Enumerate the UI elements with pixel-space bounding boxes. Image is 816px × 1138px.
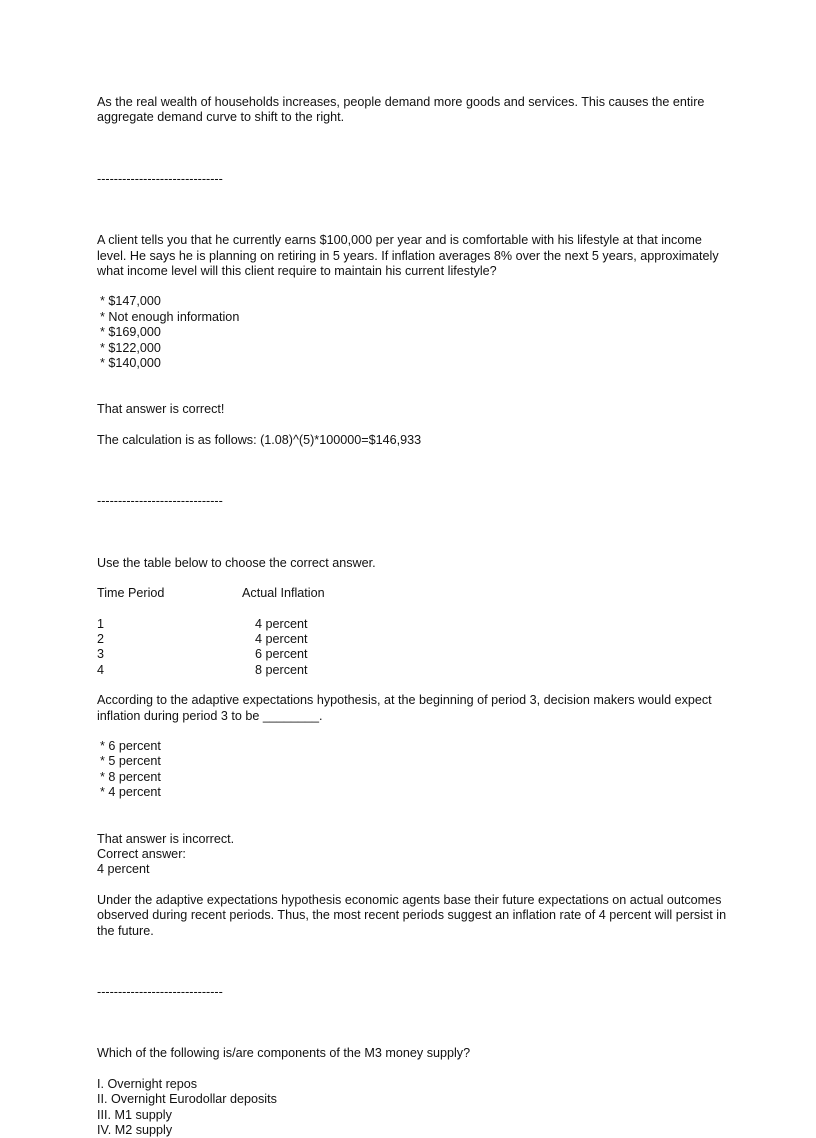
q3-item: I. Overnight repos (97, 1076, 198, 1091)
q3-item: IV. M2 supply (97, 1123, 173, 1138)
q3-question: Which of the following is/are components of the M3 money supply? (97, 1046, 471, 1061)
q1-result: That answer is correct! (97, 402, 225, 417)
q3-items (97, 1077, 727, 1138)
table-row (97, 632, 727, 647)
q2-option: * 5 percent (100, 754, 161, 769)
q1-options (97, 294, 727, 371)
table-cell-period: 4 (97, 662, 105, 677)
table-header-time-period: Time Period (97, 586, 165, 601)
table-cell-inflation: 6 percent (255, 647, 308, 662)
table-cell-inflation: 8 percent (255, 662, 308, 677)
q2-correct-value: 4 percent (97, 862, 150, 877)
separator: ------------------------------ (97, 985, 223, 999)
table-cell-period: 3 (97, 647, 105, 662)
q1-option: * $147,000 (100, 294, 161, 309)
q2-option: * 4 percent (100, 785, 161, 800)
q1-explanation: The calculation is as follows: (1.08)^(5)*100000=$146,933 (97, 432, 422, 447)
inflation-table (97, 617, 727, 679)
separator: ------------------------------ (97, 494, 223, 509)
table-row (97, 647, 727, 662)
q3-item: II. Overnight Eurodollar deposits (97, 1092, 277, 1107)
table-row (97, 617, 727, 632)
table-header-row (97, 586, 727, 601)
q2-result: That answer is incorrect. (97, 831, 235, 846)
q2-correct-label: Correct answer: (97, 846, 186, 861)
q1-option: * $140,000 (100, 356, 161, 371)
q2-explanation: Under the adaptive expectations hypothesis economic agents base their future expectations on actual outcomes observed during recent periods. Thus, the most recent periods suggest an inflation rate of 4 percent will persist in the future. (97, 892, 727, 938)
q1-question: A client tells you that he currently earns $100,000 per year and is comfortable with his lifestyle at that income level. He says he is planning on retiring in 5 years. If inflation averages 8% over the next 5 years, approximately what income level will this client require to maintain his current lifestyle? (97, 233, 719, 279)
q2-option: * 6 percent (100, 738, 161, 753)
table-header-actual-inflation: Actual Inflation (242, 586, 325, 601)
table-cell-inflation: 4 percent (255, 616, 308, 631)
table-row (97, 663, 727, 678)
q3-item: III. M1 supply (97, 1107, 172, 1122)
q2-question: According to the adaptive expectations hypothesis, at the beginning of period 3, decision makers would expect inflation during period 3 to be ________. (97, 693, 712, 723)
table-cell-period: 2 (97, 631, 105, 646)
q2-option: * 8 percent (100, 769, 161, 784)
table-cell-period: 1 (97, 616, 105, 631)
separator: ------------------------------ (97, 171, 223, 186)
q1-option: * Not enough information (100, 309, 240, 324)
q2-intro: Use the table below to choose the correct answer. (97, 555, 376, 570)
q2-options (97, 739, 727, 801)
document-page (97, 95, 727, 1138)
q1-option: * $122,000 (100, 340, 161, 355)
table-cell-inflation: 4 percent (255, 631, 308, 646)
intro-paragraph: As the real wealth of households increases, people demand more goods and services. This causes the entire aggregate demand curve to shift to the right. (97, 95, 705, 125)
q1-option: * $169,000 (100, 325, 161, 340)
